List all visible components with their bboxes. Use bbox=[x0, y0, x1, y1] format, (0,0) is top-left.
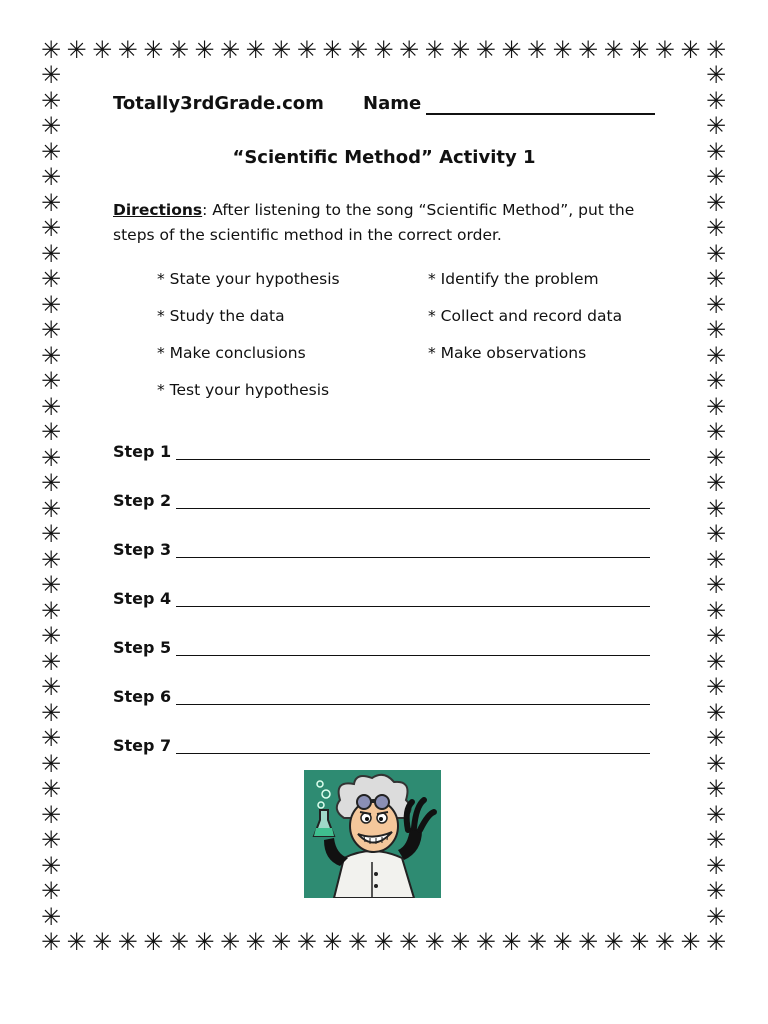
border-star-icon: ✳ bbox=[705, 622, 727, 651]
border-star-icon: ✳ bbox=[399, 36, 420, 64]
border-star-icon: ✳ bbox=[117, 928, 138, 956]
border-star-icon: ✳ bbox=[168, 928, 189, 956]
border-star-icon: ✳ bbox=[705, 571, 727, 600]
border-star-icon: ✳ bbox=[245, 36, 266, 64]
border-star-icon: ✳ bbox=[705, 214, 727, 243]
border-star-icon: ✳ bbox=[347, 928, 368, 956]
step-6-answer-line[interactable] bbox=[176, 704, 650, 705]
border-star-icon: ✳ bbox=[92, 36, 113, 64]
border-star-icon: ✳ bbox=[117, 36, 138, 64]
border-star-icon: ✳ bbox=[40, 571, 62, 600]
border-star-icon: ✳ bbox=[578, 36, 599, 64]
border-star-icon: ✳ bbox=[143, 36, 164, 64]
border-star-icon: ✳ bbox=[40, 826, 62, 855]
border-star-icon: ✳ bbox=[603, 36, 624, 64]
site-name: Totally3rdGrade.com bbox=[113, 93, 324, 114]
border-star-icon: ✳ bbox=[40, 137, 62, 166]
border-star-icon: ✳ bbox=[629, 928, 650, 956]
border-star-icon: ✳ bbox=[40, 316, 62, 345]
border-star-icon: ✳ bbox=[705, 341, 727, 370]
border-star-icon: ✳ bbox=[705, 826, 727, 855]
border-star-icon: ✳ bbox=[40, 392, 62, 421]
border-star-icon: ✳ bbox=[705, 290, 727, 319]
border-star-icon: ✳ bbox=[271, 36, 292, 64]
border-star-icon: ✳ bbox=[501, 928, 522, 956]
option-state-hypothesis: * State your hypothesis bbox=[157, 270, 340, 288]
border-star-icon: ✳ bbox=[705, 392, 727, 421]
border-star-icon: ✳ bbox=[194, 928, 215, 956]
border-star-icon: ✳ bbox=[40, 775, 62, 804]
border-star-icon: ✳ bbox=[654, 928, 675, 956]
border-star-icon: ✳ bbox=[399, 928, 420, 956]
border-star-icon: ✳ bbox=[705, 520, 727, 549]
border-star-icon: ✳ bbox=[40, 545, 62, 574]
border-star-icon: ✳ bbox=[40, 214, 62, 243]
border-star-icon: ✳ bbox=[603, 928, 624, 956]
step-1-label: Step 1 bbox=[113, 442, 172, 461]
border-star-icon: ✳ bbox=[40, 800, 62, 829]
border-star-icon: ✳ bbox=[705, 545, 727, 574]
step-7-answer-line[interactable] bbox=[176, 753, 650, 754]
border-star-icon: ✳ bbox=[296, 928, 317, 956]
border-star-icon: ✳ bbox=[705, 418, 727, 447]
border-star-icon: ✳ bbox=[501, 36, 522, 64]
border-star-icon: ✳ bbox=[705, 877, 727, 906]
border-star-icon: ✳ bbox=[66, 36, 87, 64]
option-identify-problem: * Identify the problem bbox=[428, 270, 599, 288]
step-4-label: Step 4 bbox=[113, 589, 172, 608]
directions-label: Directions bbox=[113, 201, 203, 219]
border-star-icon: ✳ bbox=[475, 36, 496, 64]
name-field-line[interactable] bbox=[426, 113, 655, 115]
border-star-icon: ✳ bbox=[271, 928, 292, 956]
border-star-icon: ✳ bbox=[40, 367, 62, 396]
step-5-answer-line[interactable] bbox=[176, 655, 650, 656]
border-star-icon: ✳ bbox=[219, 36, 241, 64]
option-study-data: * Study the data bbox=[157, 307, 285, 325]
border-star-icon: ✳ bbox=[40, 698, 62, 727]
border-star-icon: ✳ bbox=[40, 877, 62, 906]
border-star-icon: ✳ bbox=[705, 596, 727, 625]
border-star-icon: ✳ bbox=[705, 137, 727, 166]
border-star-icon: ✳ bbox=[475, 928, 496, 956]
border-star-icon: ✳ bbox=[219, 928, 241, 956]
border-star-icon: ✳ bbox=[629, 36, 650, 64]
border-star-icon: ✳ bbox=[705, 928, 727, 956]
border-star-icon: ✳ bbox=[705, 86, 727, 115]
border-star-icon: ✳ bbox=[705, 647, 727, 676]
border-star-icon: ✳ bbox=[680, 36, 701, 64]
option-collect-data: * Collect and record data bbox=[428, 307, 623, 325]
border-star-icon: ✳ bbox=[705, 494, 727, 523]
border-star-icon: ✳ bbox=[40, 290, 62, 319]
border-star-icon: ✳ bbox=[705, 163, 727, 192]
border-star-icon: ✳ bbox=[296, 36, 317, 64]
border-star-icon: ✳ bbox=[40, 239, 62, 268]
border-star-icon: ✳ bbox=[40, 418, 62, 447]
border-star-icon: ✳ bbox=[450, 928, 471, 956]
border-star-icon: ✳ bbox=[143, 928, 164, 956]
mad-scientist-illustration bbox=[304, 770, 441, 898]
step-2-answer-line[interactable] bbox=[176, 508, 650, 509]
border-star-icon: ✳ bbox=[705, 673, 727, 702]
border-star-icon: ✳ bbox=[526, 36, 547, 64]
border-star-icon: ✳ bbox=[705, 800, 727, 829]
border-star-icon: ✳ bbox=[40, 341, 62, 370]
border-star-icon: ✳ bbox=[450, 36, 471, 64]
border-star-icon: ✳ bbox=[168, 36, 189, 64]
step-4-answer-line[interactable] bbox=[176, 606, 650, 607]
border-star-icon: ✳ bbox=[245, 928, 266, 956]
border-star-icon: ✳ bbox=[705, 188, 727, 217]
border-star-icon: ✳ bbox=[526, 928, 547, 956]
border-star-icon: ✳ bbox=[347, 36, 368, 64]
border-star-icon: ✳ bbox=[373, 928, 394, 956]
border-star-icon: ✳ bbox=[705, 902, 727, 931]
border-star-icon: ✳ bbox=[40, 622, 62, 651]
border-star-icon: ✳ bbox=[40, 596, 62, 625]
border-star-icon: ✳ bbox=[40, 112, 62, 141]
step-2-label: Step 2 bbox=[113, 491, 172, 510]
border-star-icon: ✳ bbox=[654, 36, 675, 64]
border-star-icon: ✳ bbox=[705, 851, 727, 880]
step-6-label: Step 6 bbox=[113, 687, 172, 706]
border-star-icon: ✳ bbox=[40, 265, 62, 294]
border-star-icon: ✳ bbox=[705, 239, 727, 268]
border-star-icon: ✳ bbox=[705, 469, 727, 498]
step-3-answer-line[interactable] bbox=[176, 557, 650, 558]
border-star-icon: ✳ bbox=[194, 36, 215, 64]
border-star-icon: ✳ bbox=[578, 928, 599, 956]
border-star-icon: ✳ bbox=[680, 928, 701, 956]
border-star-icon: ✳ bbox=[40, 163, 62, 192]
name-label: Name bbox=[363, 93, 422, 114]
directions-paragraph bbox=[113, 198, 653, 248]
border-star-icon: ✳ bbox=[40, 61, 62, 90]
border-star-icon: ✳ bbox=[40, 520, 62, 549]
border-star-icon: ✳ bbox=[322, 928, 343, 956]
border-star-icon: ✳ bbox=[705, 724, 727, 753]
border-star-icon: ✳ bbox=[705, 367, 727, 396]
border-star-icon: ✳ bbox=[705, 112, 727, 141]
step-5-label: Step 5 bbox=[113, 638, 172, 657]
step-3-label: Step 3 bbox=[113, 540, 172, 559]
border-star-icon: ✳ bbox=[424, 928, 445, 956]
border-star-icon: ✳ bbox=[40, 851, 62, 880]
option-make-observations: * Make observations bbox=[428, 344, 587, 362]
border-star-icon: ✳ bbox=[40, 902, 62, 931]
border-star-icon: ✳ bbox=[40, 443, 62, 472]
border-star-icon: ✳ bbox=[552, 36, 573, 64]
step-7-label: Step 7 bbox=[113, 736, 172, 755]
border-star-icon: ✳ bbox=[92, 928, 113, 956]
step-1-answer-line[interactable] bbox=[176, 459, 650, 460]
border-star-icon: ✳ bbox=[66, 928, 87, 956]
worksheet-title: “Scientific Method” Activity 1 bbox=[232, 147, 536, 168]
directions-text: : After listening to the song “Scientific Method”, put the steps of the scientific method in the correct order. bbox=[113, 201, 635, 244]
border-star-icon: ✳ bbox=[40, 647, 62, 676]
border-star-icon: ✳ bbox=[40, 36, 62, 64]
border-star-icon: ✳ bbox=[705, 443, 727, 472]
option-make-conclusions: * Make conclusions bbox=[157, 344, 306, 362]
border-star-icon: ✳ bbox=[705, 698, 727, 727]
border-star-icon: ✳ bbox=[424, 36, 445, 64]
border-star-icon: ✳ bbox=[705, 775, 727, 804]
border-star-icon: ✳ bbox=[705, 36, 727, 64]
border-star-icon: ✳ bbox=[373, 36, 394, 64]
border-star-icon: ✳ bbox=[40, 749, 62, 778]
border-star-icon: ✳ bbox=[322, 36, 343, 64]
border-star-icon: ✳ bbox=[40, 673, 62, 702]
border-star-icon: ✳ bbox=[40, 724, 62, 753]
border-star-icon: ✳ bbox=[40, 928, 62, 956]
border-star-icon: ✳ bbox=[40, 494, 62, 523]
border-star-icon: ✳ bbox=[705, 316, 727, 345]
border-star-icon: ✳ bbox=[40, 469, 62, 498]
border-star-icon: ✳ bbox=[705, 749, 727, 778]
border-star-icon: ✳ bbox=[705, 265, 727, 294]
border-star-icon: ✳ bbox=[705, 61, 727, 90]
border-star-icon: ✳ bbox=[40, 188, 62, 217]
border-star-icon: ✳ bbox=[552, 928, 573, 956]
border-star-icon: ✳ bbox=[40, 86, 62, 115]
option-test-hypothesis: * Test your hypothesis bbox=[157, 381, 330, 399]
